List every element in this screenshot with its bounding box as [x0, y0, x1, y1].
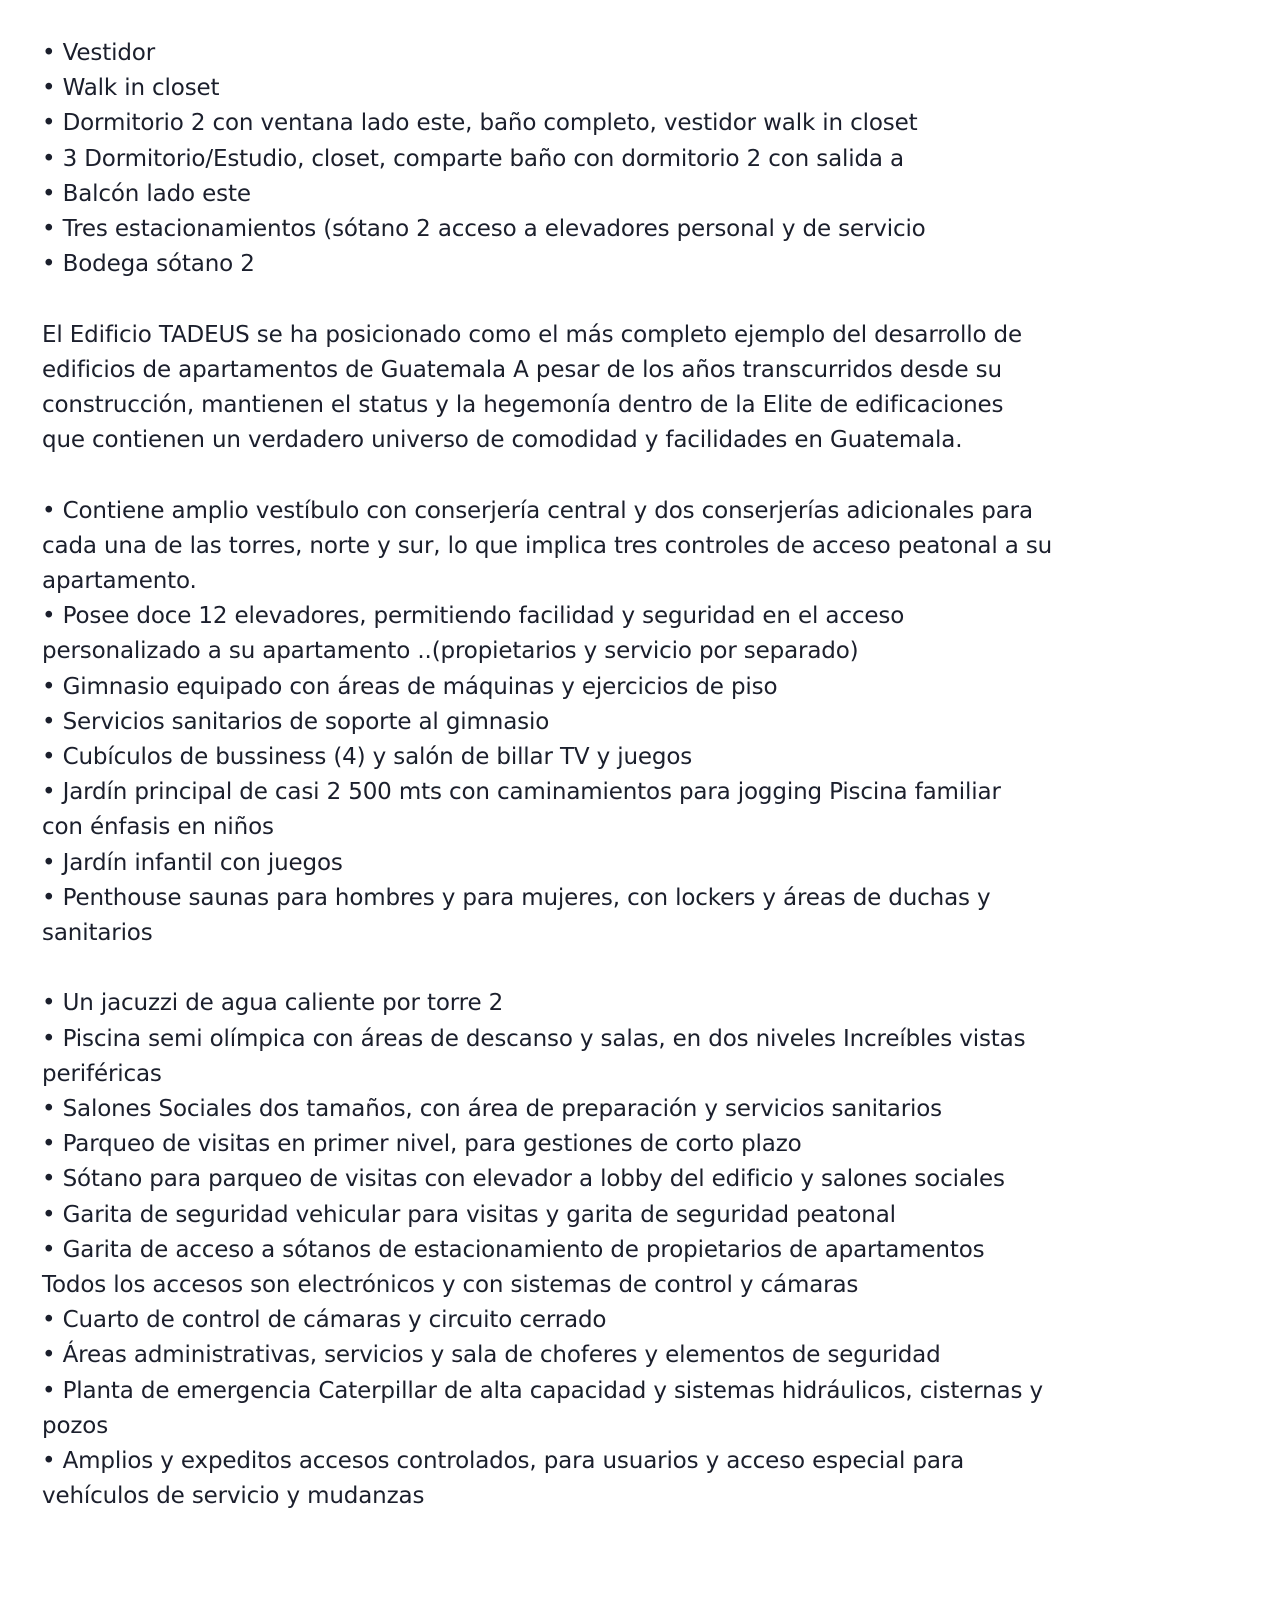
list-item: • Planta de emergencia Caterpillar de alta capacidad y sistemas hidráulicos, cisternas y	[42, 1377, 1043, 1404]
list-item: • Sótano para parqueo de visitas con elevador a lobby del edificio y salones sociales	[42, 1166, 1005, 1193]
list-item: • Garita de acceso a sótanos de estacionamiento de propietarios de apartamentos	[42, 1236, 985, 1263]
features-list-unit	[42, 36, 1232, 282]
list-item: • Salones Sociales dos tamaños, con área de preparación y servicios sanitarios	[42, 1096, 943, 1123]
paragraph-line: edificios de apartamentos de Guatemala A pesar de los años transcurridos desde su	[42, 356, 1002, 383]
list-item: • Contiene amplio vestíbulo con conserjería central y dos conserjerías adicionales para	[42, 497, 1033, 524]
list-item: • Vestidor	[42, 40, 155, 66]
list-item: pozos	[42, 1412, 109, 1439]
paragraph-gap	[42, 282, 1232, 317]
document-body	[42, 36, 1232, 1514]
list-item: • Cuarto de control de cámaras y circuito cerrado	[42, 1307, 607, 1334]
list-item: • Bodega sótano 2	[42, 251, 255, 278]
paragraph-line: construcción, mantienen el status y la hegemonía dentro de la Elite de edificaciones	[42, 392, 1004, 419]
list-item: • Tres estacionamientos (sótano 2 acceso a elevadores personal y de servicio	[42, 216, 926, 243]
amenities-list	[42, 494, 1232, 952]
list-item: • Piscina semi olímpica con áreas de descanso y salas, en dos niveles Increíbles vistas	[42, 1025, 1026, 1052]
facilities-list	[42, 986, 1232, 1514]
list-item: • 3 Dormitorio/Estudio, closet, comparte baño con dormitorio 2 con salida a	[42, 145, 904, 172]
list-item: • Amplios y expeditos accesos controlados, para usuarios y acceso especial para	[42, 1448, 965, 1475]
building-description-paragraph	[42, 318, 1232, 459]
list-item: • Gimnasio equipado con áreas de máquinas y ejercicios de piso	[42, 673, 778, 700]
list-item: vehículos de servicio y mudanzas	[42, 1483, 425, 1510]
list-item: • Cubículos de bussiness (4) y salón de billar TV y juegos	[42, 744, 693, 771]
list-item: • Walk in closet	[42, 75, 220, 102]
list-item: • Jardín principal de casi 2 500 mts con caminamientos para jogging Piscina familiar	[42, 779, 1001, 806]
list-item: • Jardín infantil con juegos	[42, 849, 343, 876]
list-item: con énfasis en niños	[42, 814, 274, 841]
list-item: • Dormitorio 2 con ventana lado este, baño completo, vestidor walk in closet	[42, 110, 918, 137]
list-item: Todos los accesos son electrónicos y con sistemas de control y cámaras	[42, 1272, 859, 1299]
list-item: apartamento.	[42, 568, 197, 595]
list-item: • Penthouse saunas para hombres y para mujeres, con lockers y áreas de duchas y	[42, 884, 991, 911]
list-item: • Garita de seguridad vehicular para visitas y garita de seguridad peatonal	[42, 1201, 896, 1228]
list-item: • Servicios sanitarios de soporte al gimnasio	[42, 708, 550, 735]
list-item: personalizado a su apartamento ..(propietarios y servicio por separado)	[42, 638, 859, 665]
list-item: cada una de las torres, norte y sur, lo que implica tres controles de acceso peatonal a su	[42, 532, 1053, 559]
list-item: • Parqueo de visitas en primer nivel, para gestiones de corto plazo	[42, 1131, 802, 1158]
paragraph-gap	[42, 951, 1232, 986]
list-item: periféricas	[42, 1060, 162, 1087]
list-item: • Balcón lado este	[42, 180, 251, 207]
paragraph-gap	[42, 458, 1232, 493]
list-item: • Un jacuzzi de agua caliente por torre 2	[42, 990, 504, 1017]
list-item: • Áreas administrativas, servicios y sala de choferes y elementos de seguridad	[42, 1342, 941, 1369]
list-item: • Posee doce 12 elevadores, permitiendo facilidad y seguridad en el acceso	[42, 603, 905, 630]
paragraph-line: que contienen un verdadero universo de comodidad y facilidades en Guatemala.	[42, 427, 963, 454]
list-item: sanitarios	[42, 920, 153, 947]
paragraph-line: El Edificio TADEUS se ha posicionado como el más completo ejemplo del desarrollo de	[42, 321, 1022, 348]
